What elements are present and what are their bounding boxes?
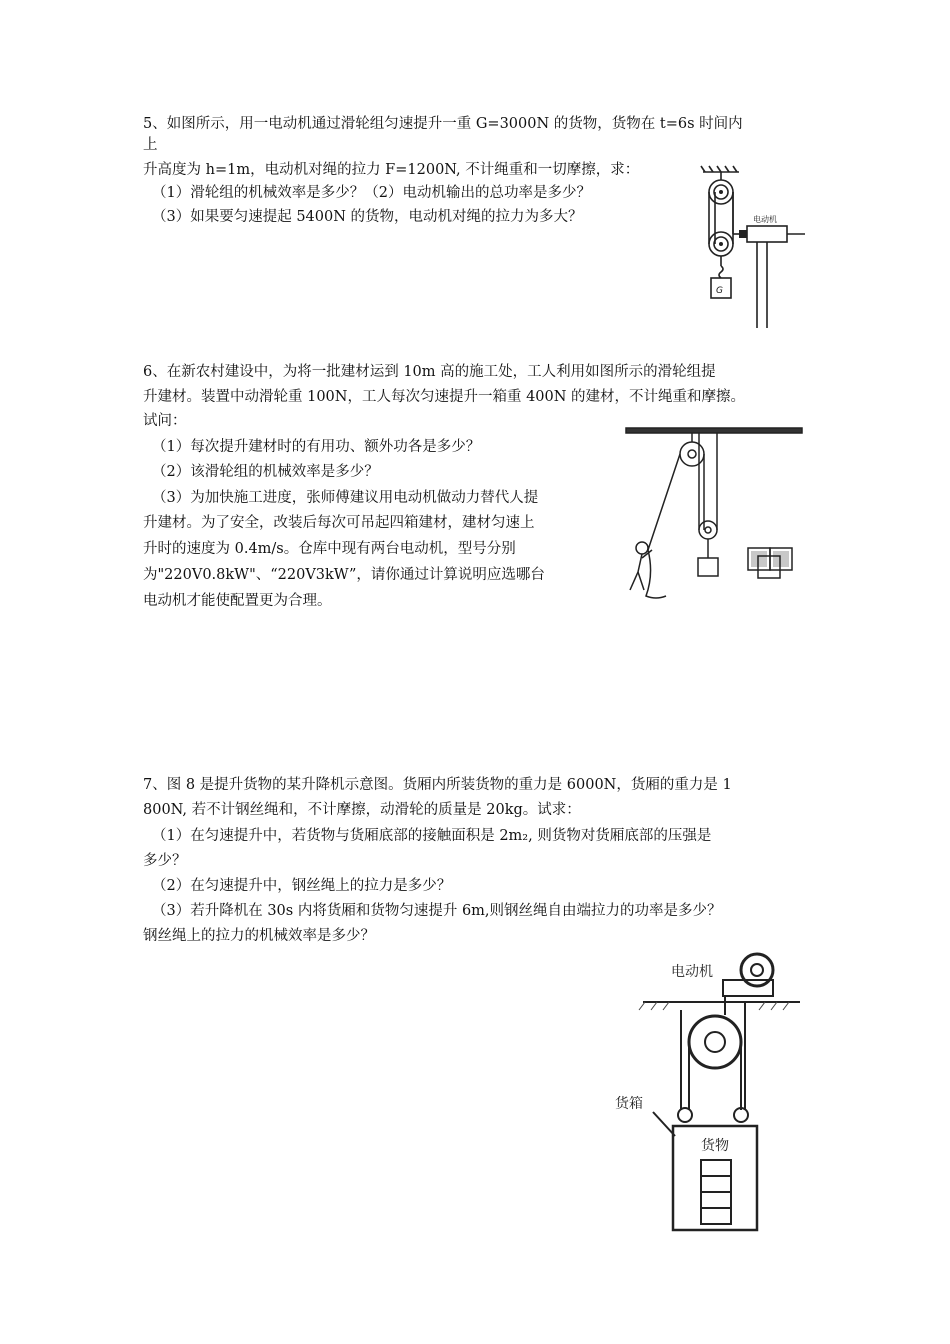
q6-line-7: 升建材。为了安全，改装后每次可吊起四箱建材，建材匀速上 xyxy=(143,515,535,531)
q7-line-5: （2）在匀速提升中，钢丝绳上的拉力是多少？ xyxy=(152,878,452,894)
q7-fig-goods-label: 货物 xyxy=(701,1138,729,1154)
q5-line-3: 升高度为 h=1m，电动机对绳的拉力 F=1200N, 不计绳重和一切摩擦，求： xyxy=(143,162,640,178)
q6-line-2: 升建材。装置中动滑轮重 100N，工人每次匀速提升一箱重 400N 的建材，不计绳重和摩擦。 xyxy=(143,389,746,405)
q5-fig-motor-label: 电动机 xyxy=(753,215,777,224)
q7-line-2: 800N, 若不计钢丝绳和，不计摩擦，动滑轮的质量是 20kg。试求： xyxy=(143,802,581,818)
q6-line-1: 6、在新农村建设中，为将一批建材运到 10m 高的施工处，工人利用如图所示的滑轮组提 xyxy=(143,364,716,380)
q7-line-4: 多少？ xyxy=(143,853,187,869)
q6-line-6: （3）为加快施工进度，张师傅建议用电动机做动力替代人提 xyxy=(152,490,539,506)
q5-pulley-figure xyxy=(695,162,815,332)
q7-fig-box-label: 货箱 xyxy=(615,1096,643,1112)
q7-elevator-figure xyxy=(605,950,810,1235)
q5-fig-g-label: G xyxy=(716,286,723,296)
q6-line-8: 升时的速度为 0.4m/s。仓库中现有两台电动机，型号分别 xyxy=(143,541,516,557)
q6-worker-pulley-figure xyxy=(620,420,810,600)
q7-line-3: （1）在匀速提升中，若货物与货厢底部的接触面积是 2m₂, 则货物对货厢底部的压强是 xyxy=(152,828,712,844)
q7-fig-motor-label: 电动机 xyxy=(671,964,713,980)
q7-line-6: （3）若升降机在 30s 内将货厢和货物匀速提升 6m,则钢丝绳自由端拉力的功率是多少？ xyxy=(152,903,722,919)
q6-line-9: 为"220V0.8kW"、“220V3kW”，请你通过计算说明应选哪台 xyxy=(143,567,545,583)
q5-line-1: 5、如图所示，用一电动机通过滑轮组匀速提升一重 G=3000N 的货物，货物在 t=6s 时间内 xyxy=(143,116,743,132)
q6-line-3: 试问： xyxy=(143,413,187,429)
q7-line-7: 钢丝绳上的拉力的机械效率是多少？ xyxy=(143,928,375,944)
q6-line-4: （1）每次提升建材时的有用功、额外功各是多少？ xyxy=(152,439,481,455)
q5-line-4: （1）滑轮组的机械效率是多少？（2）电动机输出的总功率是多少？ xyxy=(152,185,591,201)
q5-line-5: （3）如果要匀速提起 5400N 的货物，电动机对绳的拉力为多大？ xyxy=(152,209,583,225)
q5-line-2: 上 xyxy=(143,137,158,153)
q7-line-1: 7、图 8 是提升货物的某升降机示意图。货厢内所装货物的重力是 6000N，货厢的重力是 1 xyxy=(143,777,732,793)
q6-line-5: （2）该滑轮组的机械效率是多少？ xyxy=(152,464,379,480)
q6-line-10: 电动机才能使配置更为合理。 xyxy=(143,593,332,609)
